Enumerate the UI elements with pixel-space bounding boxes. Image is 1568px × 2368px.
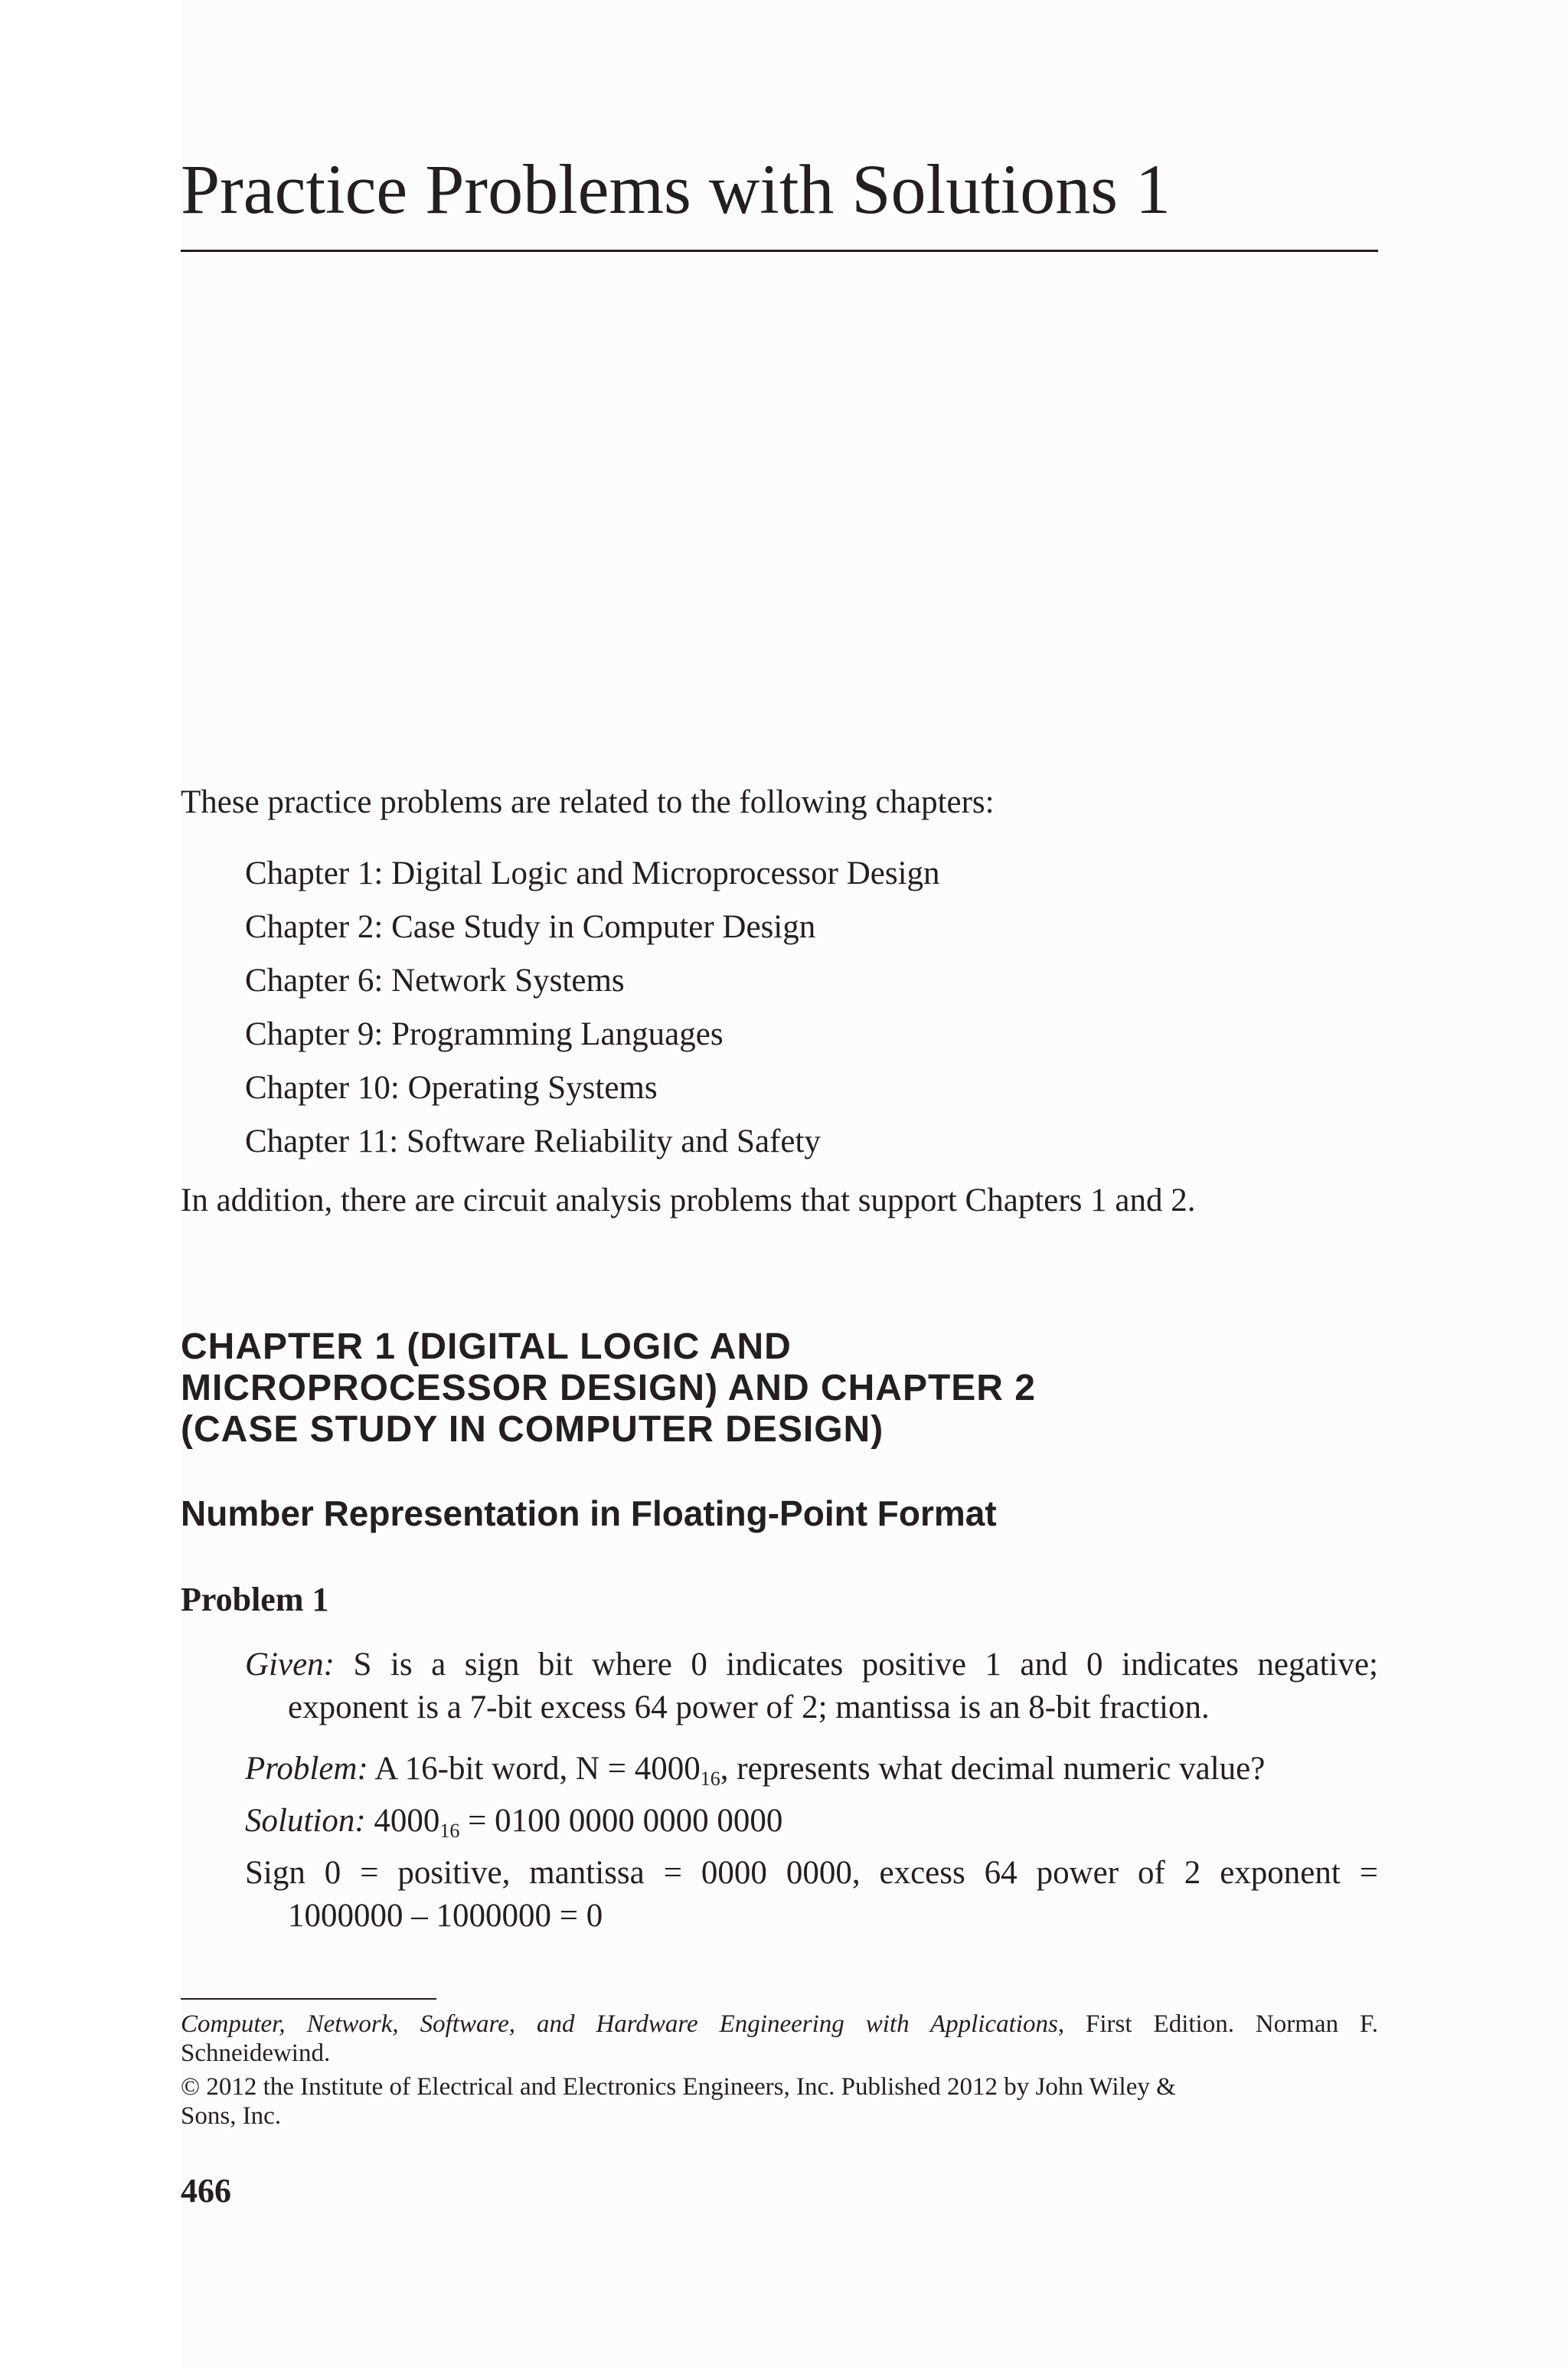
given-line-2: exponent is a 7-bit excess 64 power of 2; mantissa is an 8-bit fraction. (288, 1689, 1210, 1725)
sign-block (245, 1852, 1378, 1938)
footnote-line (181, 2010, 1378, 2039)
footnote-copyright (181, 2072, 1378, 2131)
solution-text: 4000 (365, 1803, 440, 1839)
given-line-1 (245, 1644, 1378, 1686)
intro-paragraph: These practice problems are related to the following chapters: (181, 784, 995, 820)
problem-line (245, 1748, 1378, 1791)
chapter-list (245, 847, 940, 1169)
footnote-citation (181, 2010, 1378, 2068)
chapter-heading-line: (CASE STUDY IN COMPUTER DESIGN) (181, 1409, 884, 1450)
page-title: Practice Problems with Solutions 1 (181, 150, 1171, 228)
edition-text: , First Edition. Norman F. (1057, 2010, 1379, 2038)
problem-label: Problem: (245, 1751, 368, 1787)
footnote-author: Schneidewind. (181, 2039, 331, 2067)
book-title: Computer, Network, Software, and Hardware Engineering with Applications (181, 2010, 1058, 2038)
copyright-line: Sons, Inc. (181, 2102, 282, 2130)
chapter-heading (181, 1326, 1036, 1451)
given-block (245, 1644, 1378, 1729)
problem-heading: Problem 1 (181, 1581, 329, 1618)
chapter-heading-line: CHAPTER 1 (DIGITAL LOGIC AND (181, 1326, 792, 1367)
section-heading: Number Representation in Floating-Point Format (181, 1493, 997, 1533)
chapter-heading-line: MICROPROCESSOR DESIGN) AND CHAPTER 2 (181, 1368, 1036, 1408)
solution-line (245, 1800, 1378, 1843)
page-number: 466 (181, 2172, 231, 2209)
chapter-list-item: Chapter 10: Operating Systems (245, 1070, 658, 1106)
sign-line-1: Sign 0 = positive, mantissa = 0000 0000, excess 64 power of 2 exponent = (245, 1855, 1378, 1891)
copyright-line: © 2012 the Institute of Electrical and Electronics Engineers, Inc. Published 2012 by John Wiley & (181, 2073, 1176, 2101)
chapter-list-item: Chapter 11: Software Reliability and Safety (245, 1123, 821, 1159)
chapter-list-item: Chapter 1: Digital Logic and Microprocessor Design (245, 855, 940, 891)
chapter-list-item: Chapter 9: Programming Languages (245, 1016, 724, 1052)
solution-label: Solution: (245, 1803, 366, 1839)
title-rule (181, 250, 1378, 252)
solution-subscript: 16 (439, 1820, 460, 1842)
chapter-list-item: Chapter 6: Network Systems (245, 963, 625, 999)
problem-block (245, 1748, 1378, 1791)
given-text: S is a sign bit where 0 indicates positive 1 and 0 indicates negative; (335, 1647, 1378, 1683)
chapter-list-item: Chapter 2: Case Study in Computer Design (245, 909, 816, 945)
solution-text-after: = 0100 0000 0000 0000 (459, 1803, 783, 1839)
footnote-rule (181, 1998, 436, 2000)
solution-block (245, 1800, 1378, 1843)
sign-line-2: 1000000 – 1000000 = 0 (288, 1898, 603, 1934)
problem-text-after: , represents what decimal numeric value? (720, 1751, 1266, 1787)
addition-paragraph: In addition, there are circuit analysis problems that support Chapters 1 and 2. (181, 1182, 1196, 1218)
problem-subscript: 16 (700, 1768, 720, 1790)
given-label: Given: (245, 1647, 335, 1683)
problem-text: A 16-bit word, N = 4000 (368, 1751, 701, 1787)
